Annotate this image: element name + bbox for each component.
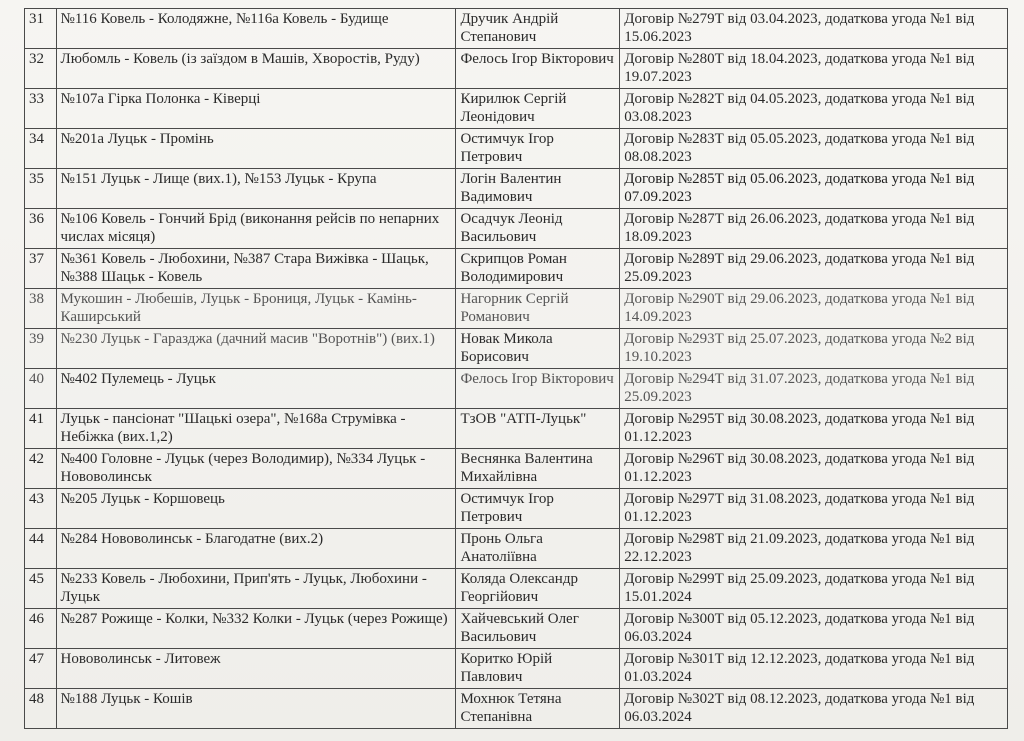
carrier-cell: Осадчук Леонід Васильович xyxy=(456,209,620,249)
contract-cell: Договір №299Т від 25.09.2023, додаткова угода №1 від 15.01.2024 xyxy=(620,569,1008,609)
row-number: 45 xyxy=(25,569,57,609)
route-cell: №400 Головне - Луцьк (через Володимир), №334 Луцьк - Нововолинськ xyxy=(56,449,456,489)
carrier-cell: Остимчук Ігор Петрович xyxy=(456,489,620,529)
carrier-cell: Фелось Ігор Вікторович xyxy=(456,49,620,89)
route-cell: №151 Луцьк - Лище (вих.1), №153 Луцьк - Крупа xyxy=(56,169,456,209)
route-cell: №287 Рожище - Колки, №332 Колки - Луцьк (через Рожище) xyxy=(56,609,456,649)
table-row xyxy=(25,9,1008,49)
carrier-cell: Пронь Ольга Анатоліївна xyxy=(456,529,620,569)
route-cell: №233 Ковель - Любохини, Прип'ять - Луцьк, Любохини - Луцьк xyxy=(56,569,456,609)
row-number: 34 xyxy=(25,129,57,169)
row-number: 41 xyxy=(25,409,57,449)
table-row xyxy=(25,129,1008,169)
contract-cell: Договір №289Т від 29.06.2023, додаткова угода №1 від 25.09.2023 xyxy=(620,249,1008,289)
contract-cell: Договір №293Т від 25.07.2023, додаткова угода №2 від 19.10.2023 xyxy=(620,329,1008,369)
row-number: 46 xyxy=(25,609,57,649)
contract-cell: Договір №298Т від 21.09.2023, додаткова угода №1 від 22.12.2023 xyxy=(620,529,1008,569)
route-cell: Любомль - Ковель (із заїздом в Машів, Хворостів, Руду) xyxy=(56,49,456,89)
row-number: 31 xyxy=(25,9,57,49)
contract-cell: Договір №294Т від 31.07.2023, додаткова угода №1 від 25.09.2023 xyxy=(620,369,1008,409)
contract-cell: Договір №300Т від 05.12.2023, додаткова угода №1 від 06.03.2024 xyxy=(620,609,1008,649)
row-number: 38 xyxy=(25,289,57,329)
carrier-cell: Мохнюк Тетяна Степанівна xyxy=(456,689,620,729)
table-row xyxy=(25,489,1008,529)
table-row xyxy=(25,529,1008,569)
contract-cell: Договір №301Т від 12.12.2023, додаткова угода №1 від 01.03.2024 xyxy=(620,649,1008,689)
carrier-cell: Коляда Олександр Георгійович xyxy=(456,569,620,609)
table-row xyxy=(25,369,1008,409)
route-cell: №205 Луцьк - Коршовець xyxy=(56,489,456,529)
route-cell: №402 Пулемець - Луцьк xyxy=(56,369,456,409)
row-number: 40 xyxy=(25,369,57,409)
carrier-cell: Фелось Ігор Вікторович xyxy=(456,369,620,409)
route-cell: Луцьк - пансіонат "Шацькі озера", №168а Струмівка - Небіжка (вих.1,2) xyxy=(56,409,456,449)
route-cell: Нововолинськ - Литовеж xyxy=(56,649,456,689)
row-number: 39 xyxy=(25,329,57,369)
row-number: 43 xyxy=(25,489,57,529)
contract-cell: Договір №287Т від 26.06.2023, додаткова угода №1 від 18.09.2023 xyxy=(620,209,1008,249)
row-number: 36 xyxy=(25,209,57,249)
table-row xyxy=(25,49,1008,89)
table-row xyxy=(25,169,1008,209)
carrier-cell: Кирилюк Сергій Леонідович xyxy=(456,89,620,129)
table-row xyxy=(25,649,1008,689)
carrier-cell: Дручик Андрій Степанович xyxy=(456,9,620,49)
carrier-cell: Коритко Юрій Павлович xyxy=(456,649,620,689)
row-number: 35 xyxy=(25,169,57,209)
contracts-table-body xyxy=(25,9,1008,729)
contract-cell: Договір №285Т від 05.06.2023, додаткова угода №1 від 07.09.2023 xyxy=(620,169,1008,209)
carrier-cell: Нагорник Сергій Романович xyxy=(456,289,620,329)
table-row xyxy=(25,289,1008,329)
route-cell: Мукошин - Любешів, Луцьк - Брониця, Луцьк - Камінь-Каширський xyxy=(56,289,456,329)
contract-cell: Договір №290Т від 29.06.2023, додаткова угода №1 від 14.09.2023 xyxy=(620,289,1008,329)
table-row xyxy=(25,249,1008,289)
table-row xyxy=(25,209,1008,249)
carrier-cell: Скрипцов Роман Володимирович xyxy=(456,249,620,289)
carrier-cell: Остимчук Ігор Петрович xyxy=(456,129,620,169)
row-number: 48 xyxy=(25,689,57,729)
row-number: 37 xyxy=(25,249,57,289)
carrier-cell: Новак Микола Борисович xyxy=(456,329,620,369)
contract-cell: Договір №295Т від 30.08.2023, додаткова угода №1 від 01.12.2023 xyxy=(620,409,1008,449)
table-row xyxy=(25,689,1008,729)
table-row xyxy=(25,329,1008,369)
route-cell: №116 Ковель - Колодяжне, №116а Ковель - Будище xyxy=(56,9,456,49)
carrier-cell: Логін Валентин Вадимович xyxy=(456,169,620,209)
route-cell: №361 Ковель - Любохини, №387 Стара Вижівка - Шацьк, №388 Шацьк - Ковель xyxy=(56,249,456,289)
route-cell: №284 Нововолинськ - Благодатне (вих.2) xyxy=(56,529,456,569)
carrier-cell: ТзОВ "АТП-Луцьк" xyxy=(456,409,620,449)
table-row xyxy=(25,569,1008,609)
table-row xyxy=(25,609,1008,649)
table-row xyxy=(25,89,1008,129)
contracts-table xyxy=(24,8,1008,729)
route-cell: №188 Луцьк - Кошів xyxy=(56,689,456,729)
route-cell: №107а Гірка Полонка - Ківерці xyxy=(56,89,456,129)
contract-cell: Договір №280Т від 18.04.2023, додаткова угода №1 від 19.07.2023 xyxy=(620,49,1008,89)
row-number: 32 xyxy=(25,49,57,89)
contract-cell: Договір №279Т від 03.04.2023, додаткова угода №1 від 15.06.2023 xyxy=(620,9,1008,49)
table-row xyxy=(25,409,1008,449)
contract-cell: Договір №296Т від 30.08.2023, додаткова угода №1 від 01.12.2023 xyxy=(620,449,1008,489)
row-number: 47 xyxy=(25,649,57,689)
row-number: 44 xyxy=(25,529,57,569)
contract-cell: Договір №283Т від 05.05.2023, додаткова угода №1 від 08.08.2023 xyxy=(620,129,1008,169)
route-cell: №201а Луцьк - Промінь xyxy=(56,129,456,169)
carrier-cell: Веснянка Валентина Михайлівна xyxy=(456,449,620,489)
route-cell: №106 Ковель - Гончий Брід (виконання рейсів по непарних числах місяця) xyxy=(56,209,456,249)
table-row xyxy=(25,449,1008,489)
carrier-cell: Хайчевський Олег Васильович xyxy=(456,609,620,649)
row-number: 42 xyxy=(25,449,57,489)
contract-cell: Договір №302Т від 08.12.2023, додаткова угода №1 від 06.03.2024 xyxy=(620,689,1008,729)
contract-cell: Договір №297Т від 31.08.2023, додаткова угода №1 від 01.12.2023 xyxy=(620,489,1008,529)
route-cell: №230 Луцьк - Гаразджа (дачний масив "Воротнів") (вих.1) xyxy=(56,329,456,369)
row-number: 33 xyxy=(25,89,57,129)
contract-cell: Договір №282Т від 04.05.2023, додаткова угода №1 від 03.08.2023 xyxy=(620,89,1008,129)
